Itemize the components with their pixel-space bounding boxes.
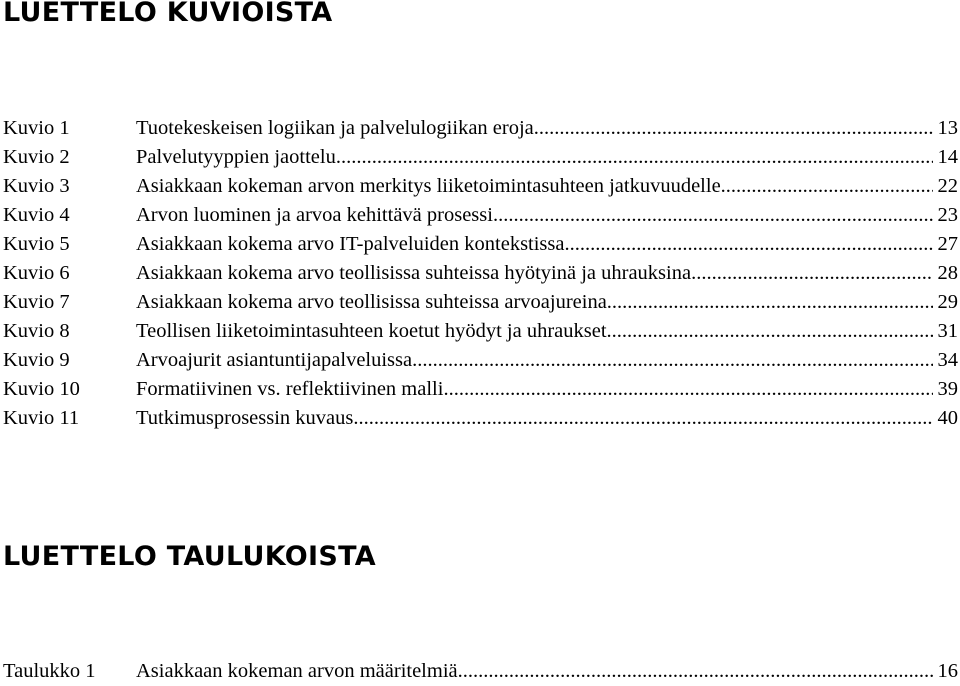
entry-page-number: 29 xyxy=(937,291,958,313)
entry-title: Asiakkaan kokema arvo teollisissa suhteissa arvoajureina xyxy=(136,291,607,313)
toc-entry-kuvio-5[interactable] xyxy=(3,230,958,259)
entry-page-number: 23 xyxy=(937,204,958,226)
dot-leader xyxy=(353,404,932,433)
tables-list-heading: LUETTELO TAULUKOISTA xyxy=(3,541,376,572)
entry-page-number: 34 xyxy=(937,349,958,371)
entry-title: Asiakkaan kokema arvo teollisissa suhteissa hyötyinä ja uhrauksina xyxy=(136,262,692,284)
toc-entry-kuvio-6[interactable] xyxy=(3,259,958,288)
toc-entry-kuvio-8[interactable] xyxy=(3,317,958,346)
entry-page-number: 27 xyxy=(937,233,958,255)
dot-leader xyxy=(443,375,932,404)
dot-leader xyxy=(336,143,933,172)
dot-leader xyxy=(458,657,933,686)
entry-title: Arvoajurit asiantuntijapalveluissa xyxy=(136,349,413,371)
entry-label: Kuvio 1 xyxy=(3,117,70,139)
toc-entry-kuvio-3[interactable] xyxy=(3,172,958,201)
dot-leader xyxy=(721,172,933,201)
entry-label: Kuvio 10 xyxy=(3,378,80,400)
entry-title: Asiakkaan kokeman arvon määritelmiä xyxy=(136,660,458,682)
entry-page-number: 39 xyxy=(937,378,958,400)
entry-label: Kuvio 11 xyxy=(3,407,80,429)
dot-leader xyxy=(493,201,933,230)
tables-list xyxy=(3,657,958,686)
entry-page-number: 31 xyxy=(937,320,958,342)
entry-label: Kuvio 5 xyxy=(3,233,70,255)
toc-entry-kuvio-11[interactable] xyxy=(3,404,958,433)
entry-page-number: 13 xyxy=(937,117,958,139)
toc-entry-kuvio-9[interactable] xyxy=(3,346,958,375)
entry-label: Kuvio 3 xyxy=(3,175,70,197)
toc-entry-taulukko-1[interactable] xyxy=(3,657,958,686)
entry-title: Tutkimusprosessin kuvaus xyxy=(136,407,354,429)
toc-entry-kuvio-10[interactable] xyxy=(3,375,958,404)
dot-leader xyxy=(607,317,933,346)
entry-label: Taulukko 1 xyxy=(3,660,96,682)
toc-entry-kuvio-4[interactable] xyxy=(3,201,958,230)
entry-title: Tuotekeskeisen logiikan ja palvelulogiikan eroja xyxy=(136,117,534,139)
toc-entry-kuvio-1[interactable] xyxy=(3,114,958,143)
dot-leader xyxy=(534,114,933,143)
entry-page-number: 22 xyxy=(937,175,958,197)
entry-label: Kuvio 6 xyxy=(3,262,70,284)
figures-list-heading: LUETTELO KUVIOISTA xyxy=(3,0,333,28)
entry-title: Teollisen liiketoimintasuhteen koetut hyödyt ja uhraukset xyxy=(136,320,607,342)
entry-page-number: 40 xyxy=(937,407,958,429)
dot-leader xyxy=(412,346,932,375)
figures-list xyxy=(3,114,958,433)
entry-label: Kuvio 8 xyxy=(3,320,70,342)
entry-label: Kuvio 2 xyxy=(3,146,70,168)
entry-page-number: 28 xyxy=(937,262,958,284)
entry-label: Kuvio 9 xyxy=(3,349,70,371)
entry-title: Palvelutyyppien jaottelu xyxy=(136,146,336,168)
dot-leader xyxy=(607,288,933,317)
toc-entry-kuvio-7[interactable] xyxy=(3,288,958,317)
entry-title: Asiakkaan kokeman arvon merkitys liiketoimintasuhteen jatkuvuudelle xyxy=(136,175,721,197)
entry-page-number: 16 xyxy=(937,660,958,682)
toc-entry-kuvio-2[interactable] xyxy=(3,143,958,172)
entry-label: Kuvio 4 xyxy=(3,204,70,226)
dot-leader xyxy=(565,230,933,259)
entry-page-number: 14 xyxy=(937,146,958,168)
entry-label: Kuvio 7 xyxy=(3,291,70,313)
entry-title: Asiakkaan kokema arvo IT-palveluiden kontekstissa xyxy=(136,233,565,255)
dot-leader xyxy=(691,259,932,288)
entry-title: Arvon luominen ja arvoa kehittävä prosessi xyxy=(136,204,493,226)
entry-title: Formatiivinen vs. reflektiivinen malli xyxy=(136,378,444,400)
